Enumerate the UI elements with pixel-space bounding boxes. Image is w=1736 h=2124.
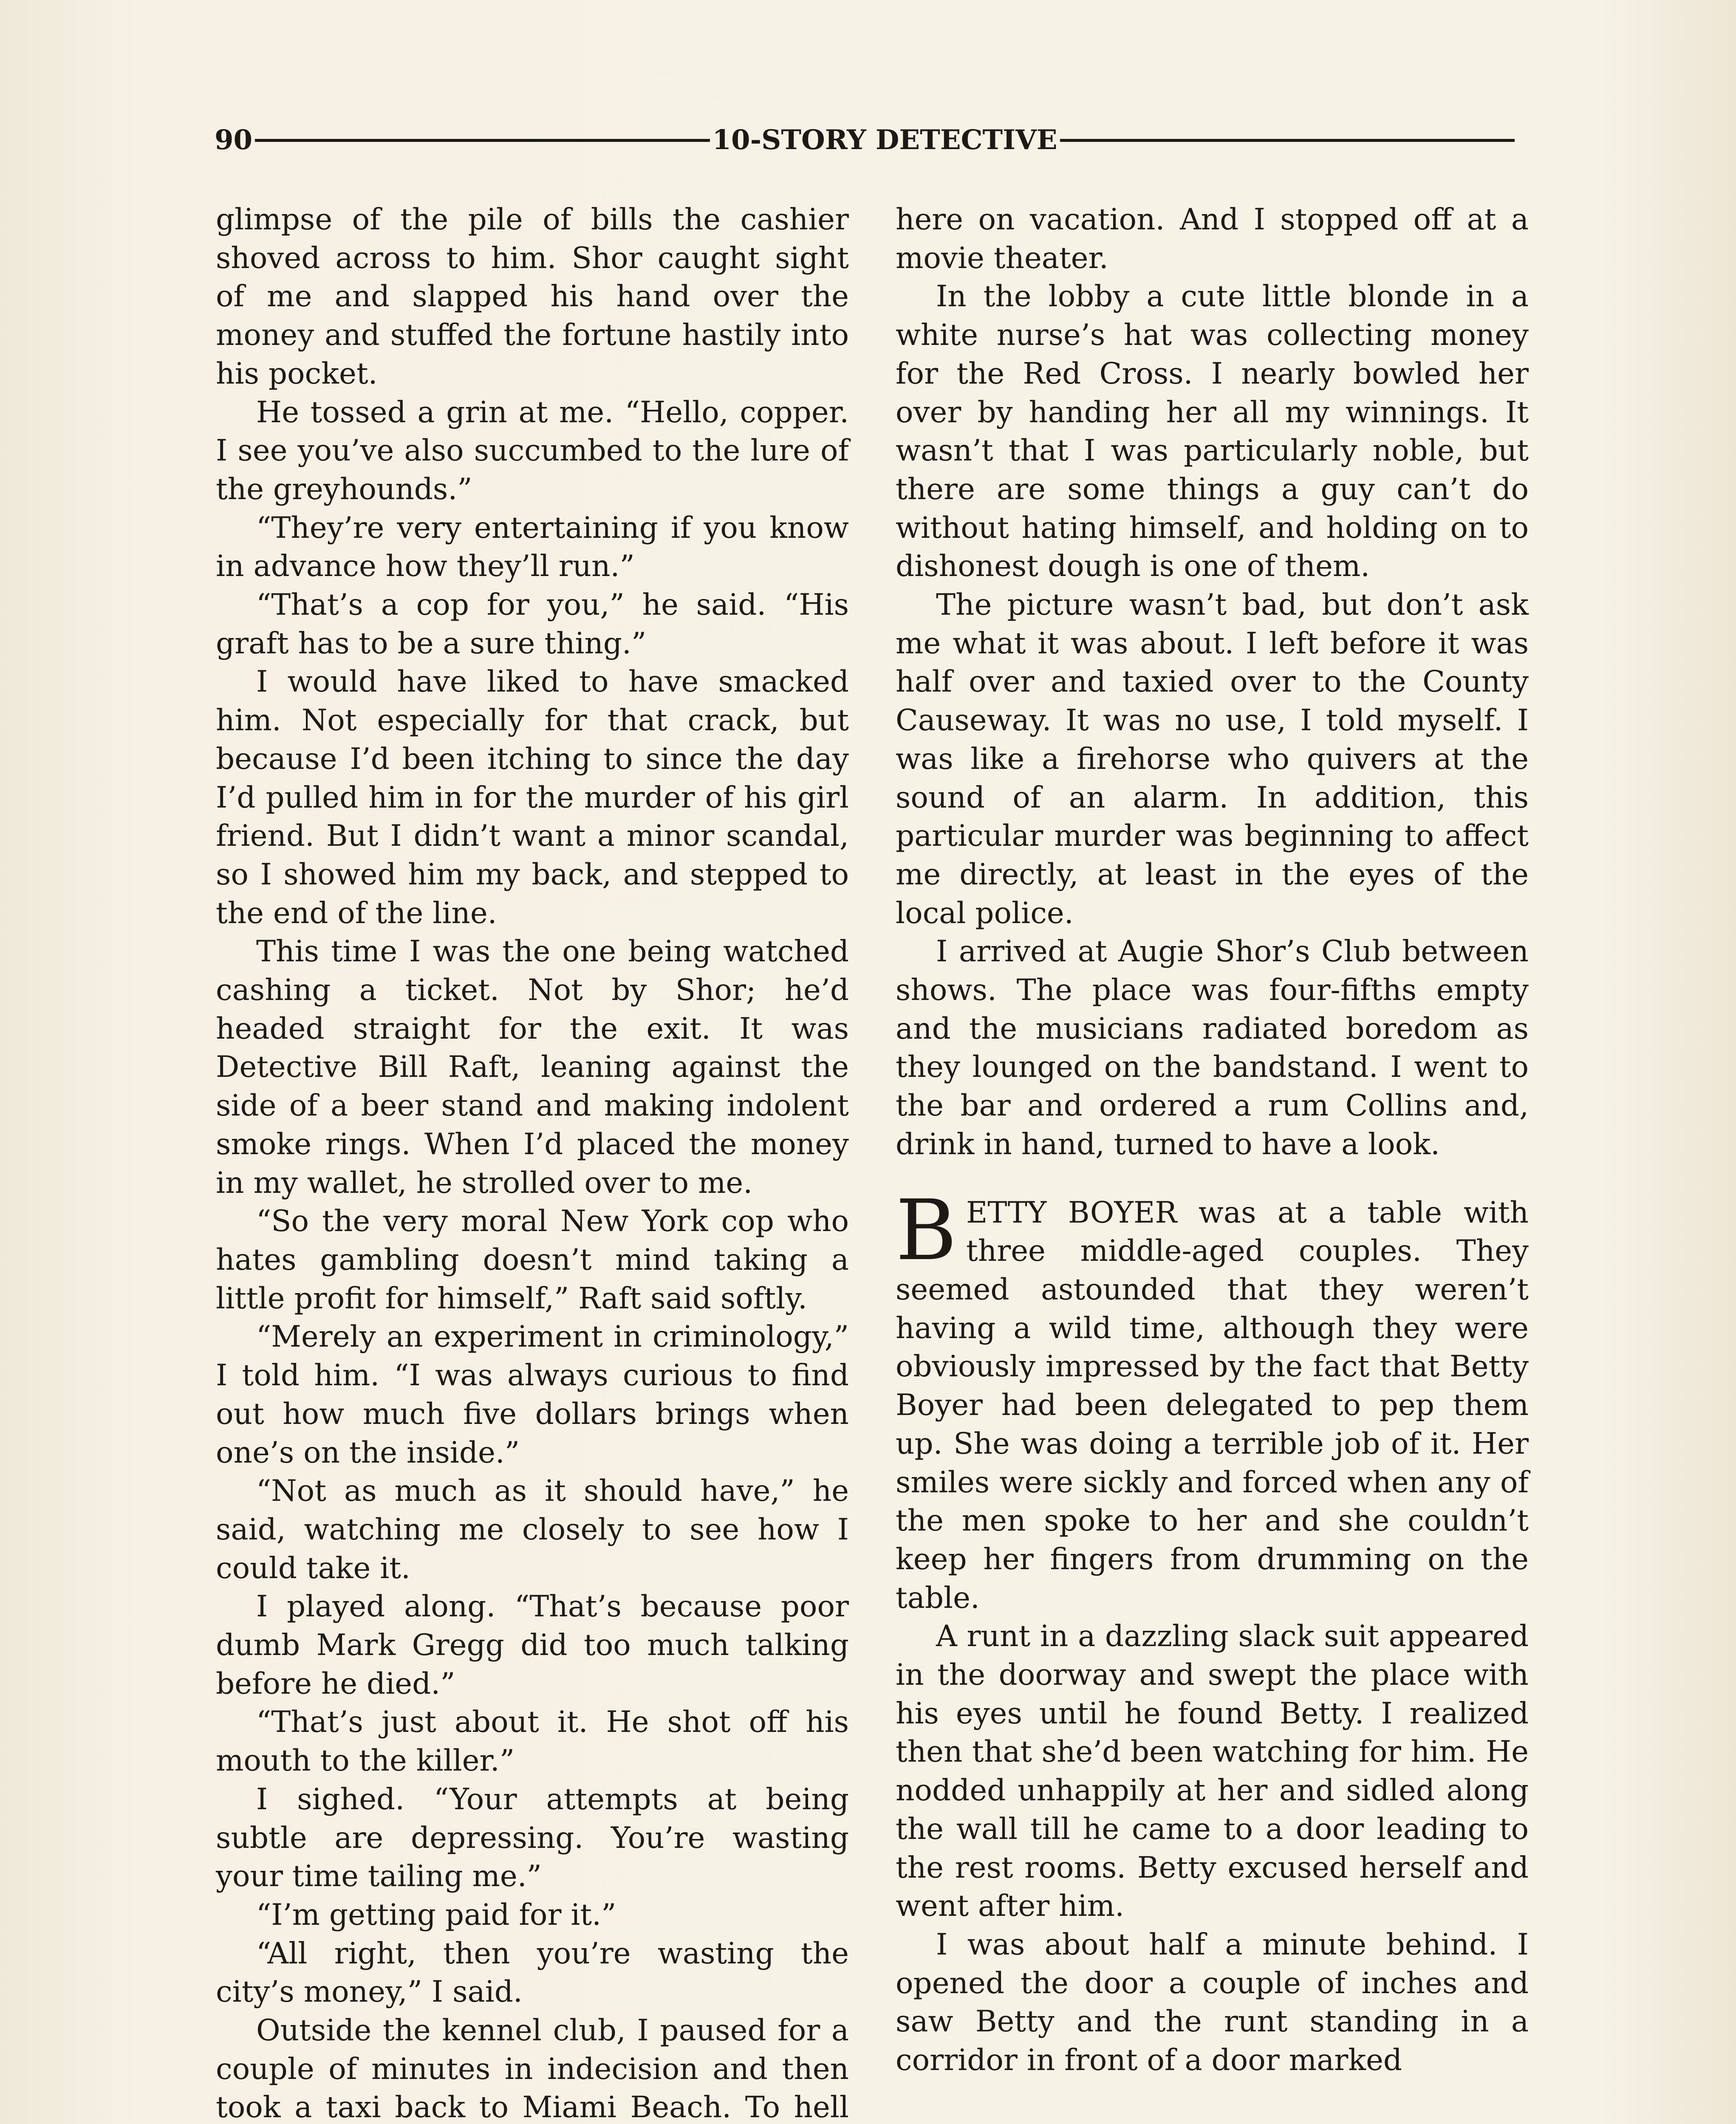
- left-paragraph: “That’s a cop for you,” he said. “His graft has to be a sure thing.”: [216, 588, 849, 661]
- magazine-title: 10-STORY DETECTIVE: [712, 124, 1057, 156]
- section-opening-paragraph: [896, 1182, 1529, 1618]
- header-rule-right: [1060, 139, 1515, 142]
- left-column: [216, 201, 849, 2124]
- left-paragraph: I played along. “That’s because poor dumb Mark Gregg did too much talking before he died.”: [216, 1590, 849, 1701]
- page-number: 90: [215, 124, 253, 156]
- left-paragraph: This time I was the one being watched cashing a ticket. Not by Shor; he’d headed straight for the exit. It was Detective Bill Raft, leaning against the side of a beer stand and making indolent smoke rings. When I’d placed the money in my wallet, he strolled over to me.: [216, 935, 849, 1200]
- right-paragraph: A runt in a dazzling slack suit appeared in the doorway and swept the place with his eyes until he found Betty. I realized then that she’d been watching for him. He nodded unhappily at her and sidled along the wall till he came to a door leading to the rest rooms. Betty excused herself and went after him.: [896, 1619, 1529, 1923]
- left-paragraph: Outside the kennel club, I paused for a couple of minutes in indecision and then took a taxi back to Miami Beach. To hell: [216, 2014, 849, 2124]
- right-paragraph: In the lobby a cute little blonde in a white nurse’s hat was collecting money for the Red Cross. I nearly bowled her over by handing her all my winnings. It wasn’t that I was particularly noble, but there are some things a guy can’t do without hating himself, and holding on to dishonest dough is one of them.: [896, 280, 1529, 584]
- left-paragraph: “Merely an experiment in criminology,” I told him. “I was always curious to find out how much five dollars brings when one’s on the inside.”: [216, 1320, 849, 1470]
- section-break: [896, 1164, 1529, 1194]
- header-rule-left: [255, 139, 710, 142]
- left-paragraph: glimpse of the pile of bills the cashier shoved across to him. Shor caught sight of me and slapped his hand over the money and stuffed the fortune hastily into his pocket.: [216, 203, 849, 391]
- right-paragraph: The picture wasn’t bad, but don’t ask me what it was about. I left before it was half over and taxied over to the County Causeway. It was no use, I told myself. I was like a firehorse who quivers at the sound of an alarm. In addition, this particular murder was beginning to affect me directly, at least in the eyes of the local police.: [896, 588, 1529, 930]
- left-paragraph: “Not as much as it should have,” he said, watching me closely to see how I could take it.: [216, 1474, 849, 1585]
- left-paragraph: He tossed a grin at me. “Hello, copper. I see you’ve also succumbed to the lure of the greyhounds.”: [216, 395, 849, 506]
- left-paragraph: “I’m getting paid for it.”: [256, 1898, 616, 1932]
- right-paragraph: I was about half a minute behind. I opened the door a couple of inches and saw Betty and the runt standing in a corridor in front of a door marked: [896, 1927, 1529, 2078]
- right-column: [896, 201, 1529, 2080]
- left-paragraph: I would have liked to have smacked him. Not especially for that crack, but because I’d been itching to since the day I’d pulled him in for the murder of his girl friend. But I didn’t want a minor scandal, so I showed him my back, and stepped to the end of the line.: [216, 665, 849, 930]
- left-paragraph: “So the very moral New York cop who hates gambling doesn’t mind taking a little profit for himself,” Raft said softly.: [216, 1204, 849, 1316]
- right-paragraph: I arrived at Augie Shor’s Club between shows. The place was four-fifths empty and the musicians radiated boredom as they lounged on the bandstand. I went to the bar and ordered a rum Collins and, drink in hand, turned to have a look.: [896, 935, 1529, 1161]
- drop-cap: B: [896, 1182, 957, 1279]
- right-paragraph: here on vacation. And I stopped off at a movie theater.: [896, 203, 1529, 275]
- left-paragraph: “They’re very entertaining if you know in advance how they’ll run.”: [216, 511, 849, 584]
- left-paragraph: “That’s just about it. He shot off his mouth to the killer.”: [216, 1705, 849, 1778]
- left-paragraph: “All right, then you’re wasting the city’s money,” I said.: [216, 1936, 849, 2009]
- left-paragraph: I sighed. “Your attempts at being subtle are depressing. You’re wasting your time tailing me.”: [216, 1782, 849, 1894]
- section-opening-text: ETTY BOYER was at a table with three middle-aged couples. They seemed astounded that they weren’t having a wild time, although they were obviously impressed by the fact that Betty Boyer had been delegated to pep them up. She was doing a terrible job of it. Her smiles were sickly and forced when any of the men spoke to her and she couldn’t keep her fingers from drumming on the table.: [896, 1195, 1529, 1615]
- running-header: [215, 123, 1515, 157]
